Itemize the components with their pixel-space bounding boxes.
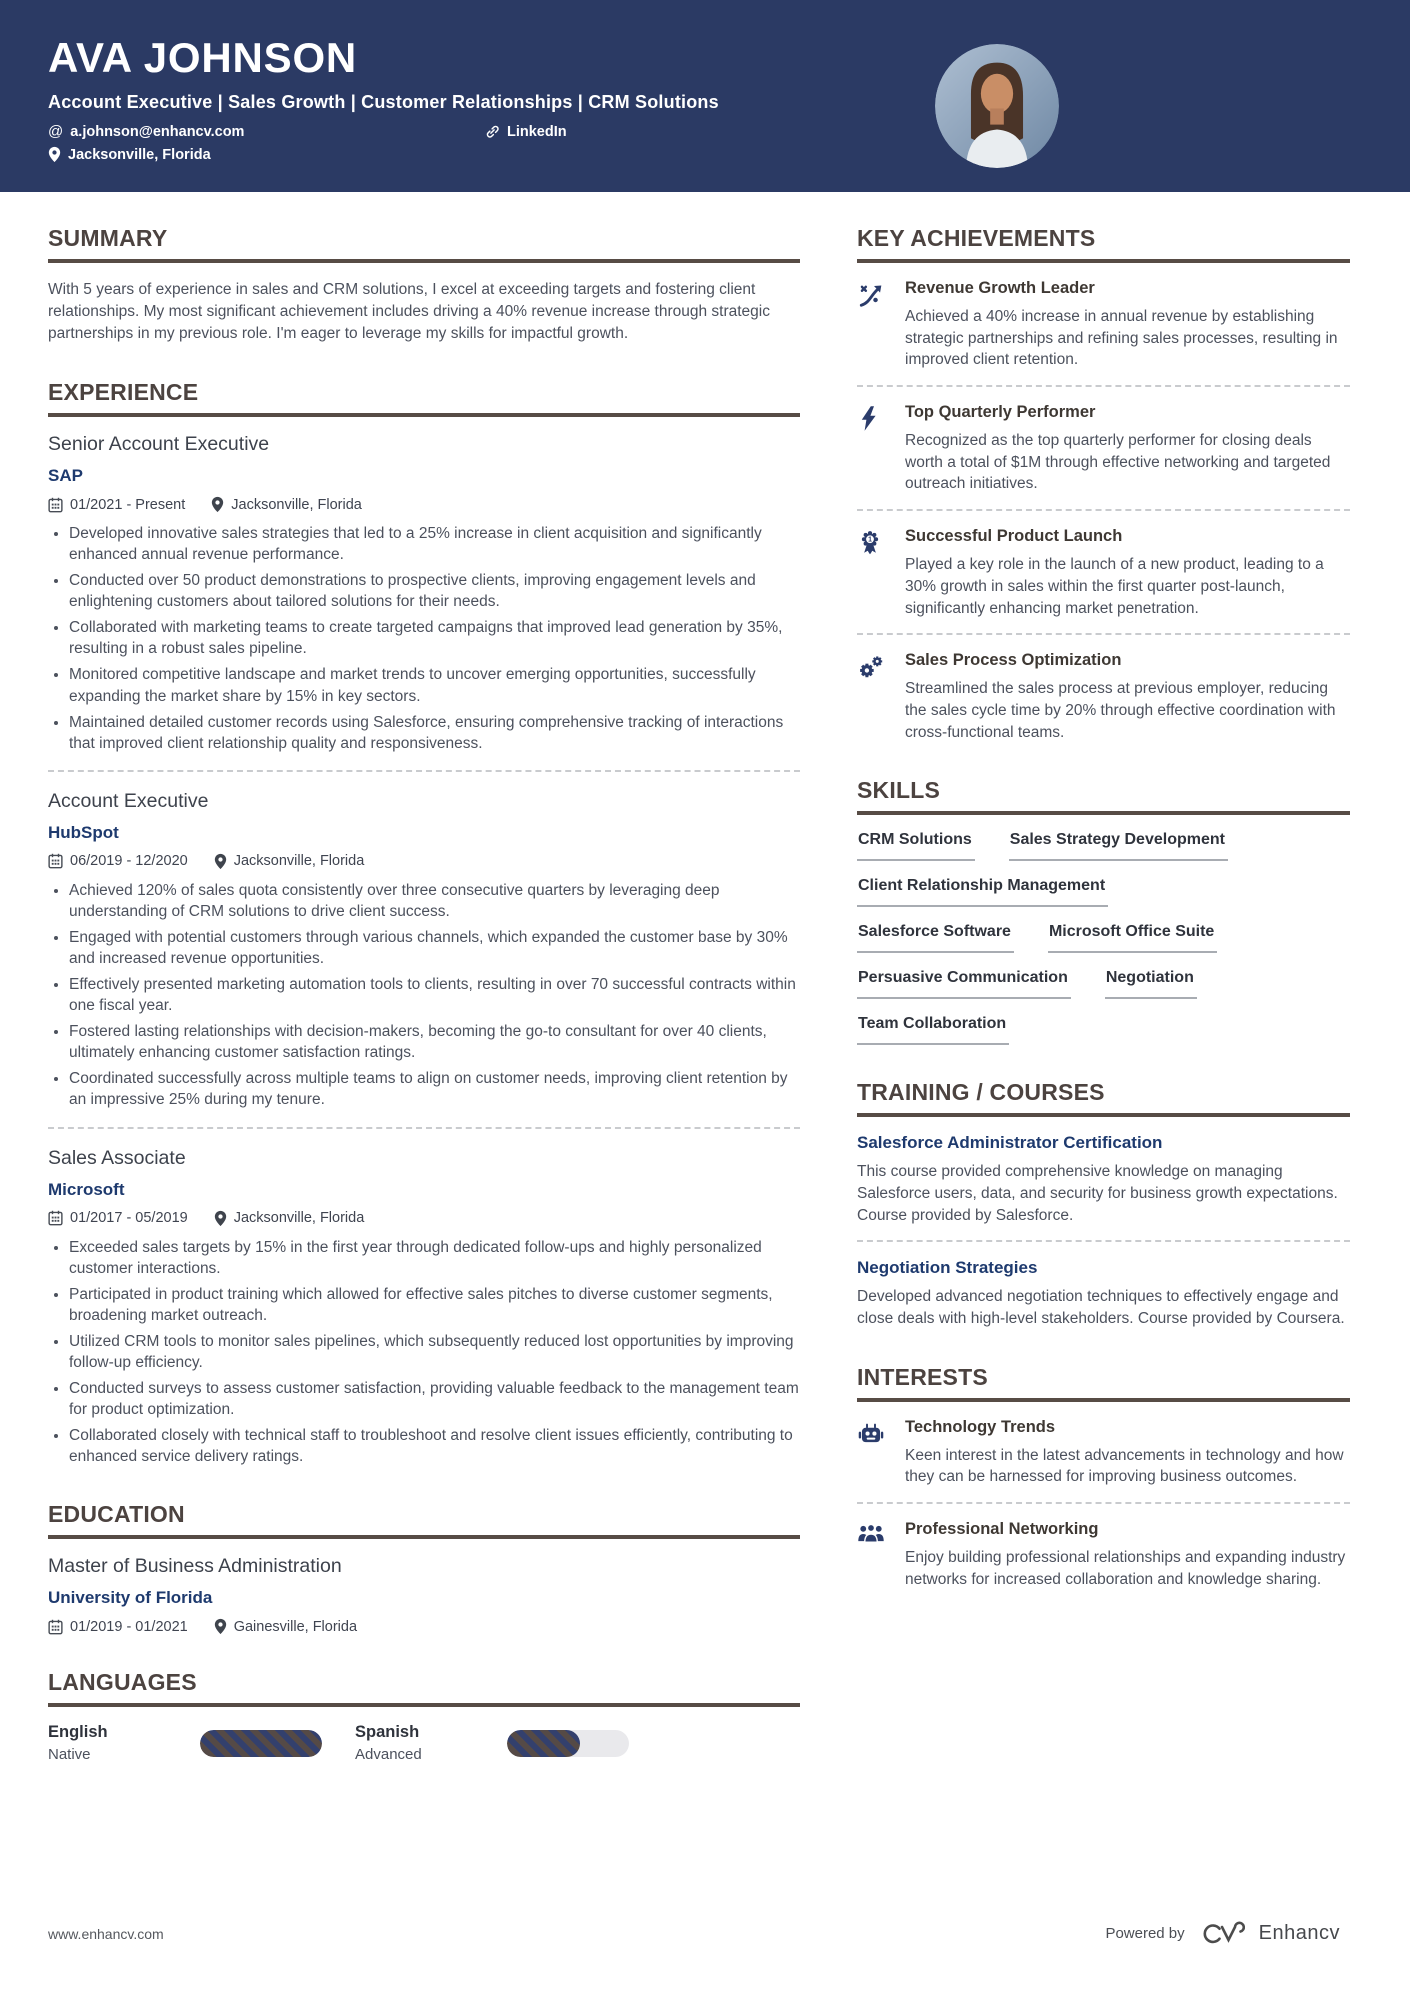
- skill-tag: Client Relationship Management: [857, 877, 1108, 907]
- job-entry: [48, 790, 800, 1111]
- achievement-item: [857, 279, 1350, 371]
- job-meta: [48, 496, 800, 513]
- interest-text: Keen interest in the latest advancements in technology and how they can be harnessed for improving business outcomes.: [905, 1446, 1344, 1486]
- location-pin-icon: [214, 853, 227, 870]
- achievement-body: [905, 527, 1350, 619]
- job-entry: [48, 1147, 800, 1468]
- email-text: a.johnson@enhancv.com: [70, 123, 245, 140]
- lightning-icon: [857, 403, 889, 495]
- languages-section: [48, 1669, 800, 1763]
- achievement-body: [905, 279, 1350, 371]
- job-dates: [48, 853, 188, 869]
- interest-body: [905, 1520, 1350, 1590]
- interests-heading: INTERESTS: [857, 1364, 1350, 1402]
- left-column: [48, 225, 800, 1797]
- achievement-text: Played a key role in the launch of a new product, leading to a 30% growth in sales within the first quarter post-launch, significantly enhancing market penetration.: [905, 556, 1324, 617]
- skills-row: [857, 831, 1350, 861]
- course-title: Negotiation Strategies: [857, 1258, 1038, 1278]
- achievement-text: Achieved a 40% increase in annual revenue by establishing strategic partnerships and refining sales processes, resulting in improved client retention.: [905, 308, 1338, 369]
- svg-text:1: 1: [868, 536, 872, 544]
- skill-tag: Negotiation: [1105, 969, 1197, 999]
- interest-title: Technology Trends: [905, 1417, 1056, 1436]
- contact-row-1: [48, 123, 1362, 140]
- powered-by-group[interactable]: [1105, 1920, 1340, 1947]
- degree: Master of Business Administration: [48, 1555, 342, 1578]
- job-dates: [48, 497, 185, 513]
- job-bullets: [48, 1237, 800, 1468]
- bullet-item: • Effectively presented marketing automation tools to clients, resulting in over 70 successful contracts within one fiscal year.: [69, 974, 800, 1016]
- contact-row-2: [48, 146, 1362, 163]
- skills-section: [857, 777, 1350, 1045]
- skills-row: [857, 877, 1350, 907]
- skills-row: [857, 969, 1350, 999]
- location-item: [48, 146, 211, 163]
- achievement-text: Streamlined the sales process at previous employer, reducing the sales cycle time by 20% through effective coordination with cross-functional teams.: [905, 680, 1336, 741]
- bullet-item: • Participated in product training which allowed for effective sales pitches to diverse customer segments, broadening market outreach.: [69, 1284, 800, 1326]
- experience-section: [48, 379, 800, 1467]
- footer: [48, 1920, 1340, 1947]
- skills-heading: SKILLS: [857, 777, 1350, 815]
- language-bar-fill: [200, 1730, 322, 1757]
- language-bar: [200, 1730, 322, 1757]
- achievement-item: [857, 509, 1350, 619]
- location-pin-icon: [211, 496, 224, 513]
- bullet-item: • Achieved 120% of sales quota consistently over three consecutive quarters by leveraging deep understanding of CRM solutions to drive client success.: [69, 880, 800, 922]
- achievement-text: Recognized as the top quarterly performer for closing deals worth a total of $1M through effective networking and targeted outreach initiatives.: [905, 432, 1331, 493]
- achievement-body: [905, 403, 1350, 495]
- job-location: [211, 496, 362, 513]
- job-meta: [48, 1210, 800, 1227]
- achievement-item: [857, 633, 1350, 743]
- bullet-item: • Exceeded sales targets by 15% in the first year through dedicated follow-ups and highly personalized customer interactions.: [69, 1237, 800, 1279]
- job-company: SAP: [48, 466, 83, 485]
- enhancv-logo-icon: [1199, 1920, 1245, 1947]
- experience-heading: EXPERIENCE: [48, 379, 800, 417]
- interest-item: [857, 1502, 1350, 1590]
- skill-tag: Persuasive Communication: [857, 969, 1071, 999]
- divider: [48, 1127, 800, 1129]
- skills-row: [857, 1015, 1350, 1045]
- summary-heading: SUMMARY: [48, 225, 800, 263]
- location-pin-icon: [48, 146, 61, 163]
- skill-tag: Salesforce Software: [857, 923, 1014, 953]
- person-name: AVA JOHNSON: [48, 34, 358, 81]
- bullet-item: • Conducted over 50 product demonstrations to prospective clients, improving engagement levels and enlightening customers about tailored solutions for their needs.: [69, 570, 800, 612]
- language-item: [355, 1723, 629, 1763]
- linkedin-link[interactable]: [485, 124, 567, 140]
- job-title: Sales Associate: [48, 1146, 186, 1169]
- course-text: Developed advanced negotiation techniques to effectively engage and close deals with high-level stakeholders. Course provided by Coursera.: [857, 1288, 1345, 1327]
- job-meta: [48, 853, 800, 870]
- bullet-item: • Coordinated successfully across multiple teams to align on customer needs, improving client retention by an impressive 25% during my tenure.: [69, 1068, 800, 1110]
- calendar-icon: [48, 853, 63, 869]
- job-location-text: Jacksonville, Florida: [231, 496, 362, 513]
- language-level: Advanced: [355, 1746, 422, 1764]
- language-label: [48, 1723, 200, 1763]
- bullet-item: • Developed innovative sales strategies that led to a 25% increase in client acquisition and significantly enhanced annual revenue performance.: [69, 523, 800, 565]
- course-text: This course provided comprehensive knowledge on managing Salesforce users, data, and security for business growth expectations. Course provided by Salesforce.: [857, 1163, 1338, 1224]
- language-level: Native: [48, 1746, 91, 1764]
- education-location-text: Gainesville, Florida: [233, 1618, 358, 1635]
- languages-heading: LANGUAGES: [48, 1669, 800, 1707]
- job-dates-text: 01/2021 - Present: [70, 496, 186, 513]
- training-section: [857, 1079, 1350, 1329]
- job-location: [214, 1210, 365, 1227]
- calendar-icon: [48, 1619, 63, 1635]
- job-dates-text: 01/2017 - 05/2019: [70, 1210, 188, 1227]
- education-heading: EDUCATION: [48, 1501, 800, 1539]
- skill-tag: Microsoft Office Suite: [1048, 923, 1217, 953]
- achievements-section: [857, 225, 1350, 743]
- bullet-item: • Collaborated closely with technical staff to troubleshoot and resolve client issues efficiently, contributing to enhanced service delivery ratings.: [69, 1425, 800, 1467]
- bullet-item: • Utilized CRM tools to monitor sales pipelines, which subsequently reduced lost opportunities by improving follow-up efficiency.: [69, 1331, 800, 1373]
- course-item: [857, 1240, 1350, 1329]
- summary-text: With 5 years of experience in sales and CRM solutions, I excel at exceeding targets and fostering client relationships. My most significant achievement includes driving a 40% revenue increase through strategic partnerships in my previous role. I'm eager to leverage my skills for impactful growth.: [48, 281, 770, 342]
- skills-row: [857, 923, 1350, 953]
- robot-icon: [857, 1418, 889, 1488]
- divider: [48, 770, 800, 772]
- interest-body: [905, 1418, 1350, 1488]
- achievements-heading: KEY ACHIEVEMENTS: [857, 225, 1350, 263]
- link-icon: [485, 124, 500, 139]
- headline: Account Executive | Sales Growth | Customer Relationships | CRM Solutions: [48, 92, 719, 112]
- training-heading: TRAINING / COURSES: [857, 1079, 1350, 1117]
- job-entry: [48, 433, 800, 754]
- job-company: Microsoft: [48, 1179, 125, 1199]
- gears-icon: [857, 651, 889, 743]
- location-text: Jacksonville, Florida: [68, 146, 211, 163]
- education-section: [48, 1501, 800, 1635]
- location-pin-icon: [214, 1210, 227, 1227]
- interests-section: [857, 1364, 1350, 1591]
- education-dates: [48, 1619, 188, 1635]
- site-link[interactable]: www.enhancv.com: [48, 1925, 164, 1942]
- bullet-item: • Conducted surveys to assess customer satisfaction, providing valuable feedback to the management team for product optimization.: [69, 1378, 800, 1420]
- award-icon: [857, 527, 889, 619]
- language-bar: [507, 1730, 629, 1757]
- calendar-icon: [48, 1210, 63, 1226]
- achievement-title: Sales Process Optimization: [905, 651, 1122, 670]
- achievement-item: [857, 385, 1350, 495]
- job-bullets: [48, 523, 800, 754]
- bullet-item: • Fostered lasting relationships with decision-makers, becoming the go-to consultant for over 40 clients, ultimately enhancing customer satisfaction ratings.: [69, 1021, 800, 1063]
- at-icon: @: [48, 123, 64, 140]
- summary-section: [48, 225, 800, 345]
- job-company: HubSpot: [48, 822, 119, 842]
- email-link[interactable]: [48, 123, 485, 140]
- job-title: Account Executive: [48, 789, 209, 812]
- job-location: [214, 853, 365, 870]
- main-content: [0, 192, 1410, 1797]
- job-location-text: Jacksonville, Florida: [233, 853, 365, 870]
- column-gap: [800, 225, 857, 1797]
- interest-item: [857, 1418, 1350, 1488]
- people-icon: [857, 1520, 889, 1590]
- language-item: [48, 1723, 322, 1763]
- job-title: Senior Account Executive: [48, 433, 270, 455]
- location-pin-icon: [214, 1618, 227, 1635]
- brand-name: Enhancv: [1258, 1922, 1340, 1944]
- job-dates: [48, 1210, 188, 1226]
- job-bullets: [48, 880, 800, 1111]
- avatar: [935, 44, 1059, 168]
- achievement-title: Top Quarterly Performer: [905, 403, 1096, 422]
- linkedin-text: LinkedIn: [507, 123, 567, 140]
- skill-tag: CRM Solutions: [857, 831, 975, 861]
- language-label: [355, 1723, 507, 1763]
- bullet-item: • Monitored competitive landscape and market trends to uncover emerging opportunities, successfully expanding the market share by 15% in key sectors.: [69, 664, 800, 706]
- course-item: [857, 1133, 1350, 1226]
- bullet-item: • Collaborated with marketing teams to create targeted campaigns that improved lead generation by 35%, resulting in a robust sales pipeline.: [69, 617, 800, 659]
- language-name: Spanish: [355, 1723, 420, 1742]
- achievement-body: [905, 651, 1350, 743]
- right-column: [857, 225, 1350, 1797]
- languages-row: [48, 1723, 800, 1763]
- education-location: [214, 1618, 357, 1635]
- job-dates-text: 06/2019 - 12/2020: [70, 853, 188, 870]
- interest-text: Enjoy building professional relationships and expanding industry networks for increased collaboration and knowledge sharing.: [905, 1549, 1346, 1588]
- skill-tag: Team Collaboration: [857, 1015, 1009, 1045]
- skill-tag: Sales Strategy Development: [1009, 831, 1228, 861]
- header: [0, 0, 1410, 192]
- language-bar-fill: [507, 1730, 580, 1757]
- achievement-title: Successful Product Launch: [905, 527, 1123, 546]
- education-dates-text: 01/2019 - 01/2021: [70, 1618, 188, 1635]
- interest-title: Professional Networking: [905, 1520, 1099, 1539]
- education-meta: [48, 1618, 800, 1635]
- language-name: English: [48, 1723, 108, 1742]
- course-title: Salesforce Administrator Certification: [857, 1133, 1163, 1153]
- growth-path-icon: [857, 279, 889, 371]
- bullet-item: • Engaged with potential customers through various channels, which expanded the customer base by 30% and increased revenue opportunities.: [69, 927, 800, 969]
- job-location-text: Jacksonville, Florida: [233, 1210, 365, 1227]
- bullet-item: • Maintained detailed customer records using Salesforce, ensuring comprehensive tracking of interactions that improved client relationship quality and responsiveness.: [69, 712, 800, 754]
- school: University of Florida: [48, 1588, 213, 1608]
- calendar-icon: [48, 497, 63, 513]
- achievement-title: Revenue Growth Leader: [905, 279, 1095, 297]
- powered-by-label: Powered by: [1105, 1925, 1185, 1942]
